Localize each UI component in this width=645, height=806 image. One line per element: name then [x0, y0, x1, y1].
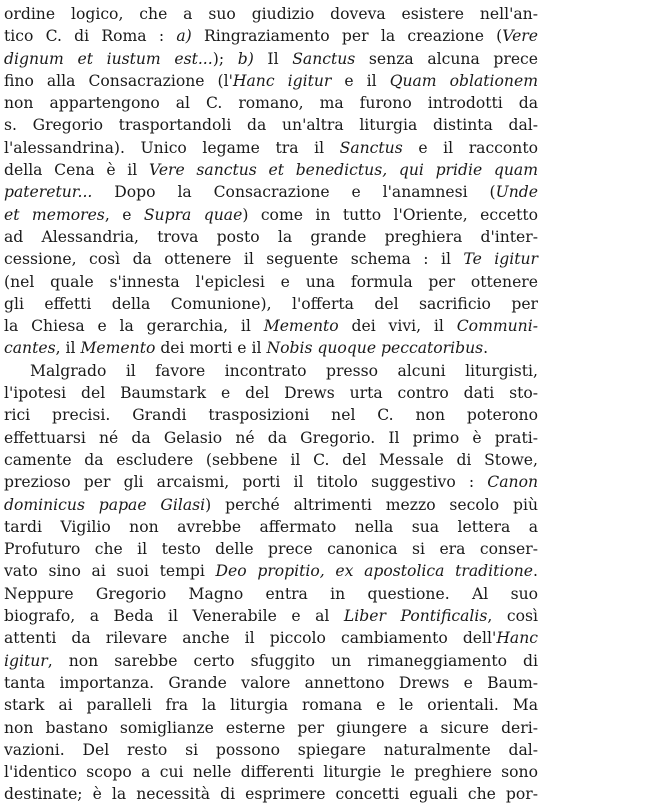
text-segment: non appartengono al C. romano, ma furono introdotti da: [4, 94, 538, 113]
text-line: [4, 783, 538, 805]
text-segment: , e: [104, 205, 144, 224]
text-line: [4, 672, 538, 694]
text-segment: l'ipotesi del Baumstark e del Drews urta contro dati sto-: [4, 384, 538, 403]
document-page: [4, 3, 538, 806]
text-segment: l'identico scopo a cui nelle differenti liturgie le preghiere sono: [4, 763, 538, 782]
text-line: [4, 382, 538, 404]
text-line: [4, 315, 538, 337]
text-segment: fino alla Consacrazione (l': [4, 71, 233, 90]
text-line: [4, 560, 538, 582]
text-segment: dei morti e il: [155, 339, 267, 358]
italic-text: dominicus papae Gilasi: [4, 495, 206, 514]
text-segment: Profuturo che il testo delle prece canonica si era conser-: [4, 540, 538, 559]
italic-text: pateretur...: [4, 183, 93, 202]
text-line: [4, 583, 538, 605]
text-segment: prezioso per gli arcaismi, porti il titolo suggestivo :: [4, 473, 488, 492]
italic-text: Liber Pontificalis: [343, 607, 488, 626]
text-segment: .: [483, 339, 489, 358]
italic-text: Quam oblationem: [389, 71, 538, 90]
italic-text: cantes: [4, 339, 56, 358]
text-segment: tardi Vigilio non avrebbe affermato nella sua lettera a: [4, 517, 538, 536]
text-line: [4, 226, 538, 248]
italic-text: Vere sanctus et benedictus, qui pridie quam: [148, 161, 538, 180]
text-line: [4, 538, 538, 560]
text-line: [4, 739, 538, 761]
text-line: [4, 137, 538, 159]
text-segment: ) perché altrimenti mezzo secolo più: [205, 495, 539, 514]
text-segment: l'alessandrina). Unico legame tra il: [4, 138, 340, 157]
text-segment: (nel quale s'innesta l'epiclesi e una formula per ottenere: [4, 272, 538, 291]
text-segment: stark ai paralleli fra la liturgia romana e le orientali. Ma: [4, 696, 538, 715]
text-line: [4, 48, 538, 70]
text-line: [4, 494, 538, 516]
text-line: [4, 449, 538, 471]
text-line: [4, 471, 538, 493]
text-segment: non bastano somiglianze esterne per giungere a sicure deri-: [4, 718, 538, 737]
italic-text: Memento: [80, 339, 156, 358]
text-segment: la Chiesa e la gerarchia, il: [4, 317, 264, 336]
text-line: [4, 427, 538, 449]
paragraph: [4, 3, 538, 360]
text-segment: tico C. di Roma :: [4, 27, 177, 46]
text-line: [4, 627, 538, 649]
text-line: [4, 293, 538, 315]
text-segment: Ringraziamento per la creazione (: [191, 27, 503, 46]
text-segment: ad Alessandria, trova posto la grande preghiera d'inter-: [4, 227, 538, 246]
text-line: [4, 92, 538, 114]
text-segment: dei vivi, il: [338, 317, 457, 336]
text-line: [4, 404, 538, 426]
text-segment: .: [533, 562, 538, 581]
text-segment: ordine logico, che a suo giudizio doveva esistere nell'an-: [4, 5, 538, 23]
text-line: [4, 25, 538, 47]
italic-text: Nobis quoque peccatoribus: [266, 339, 484, 358]
text-segment: s. Gregorio trasportandoli da un'altra liturgia distinta dal-: [4, 116, 538, 135]
italic-text: b): [237, 49, 254, 68]
text-line: [4, 3, 538, 25]
text-segment: Dopo la Consacrazione e l'anamnesi (: [92, 183, 496, 202]
text-segment: rici precisi. Grandi trasposizioni nel C. non poterono: [4, 406, 538, 425]
italic-text: Memento: [263, 317, 339, 336]
italic-text: Deo propitio, ex apostolica traditione: [215, 562, 534, 581]
text-segment: Neppure Gregorio Magno entra in questione. Al suo: [4, 584, 538, 603]
text-segment: senza alcuna prece: [355, 49, 539, 68]
italic-text: Communi-: [456, 317, 538, 336]
text-line: [4, 360, 538, 382]
text-line: [4, 337, 538, 359]
text-line: [4, 761, 538, 783]
text-segment: della Cena è il: [4, 161, 149, 180]
text-line: [4, 248, 538, 270]
text-line: [4, 114, 538, 136]
italic-text: Supra quae: [143, 205, 243, 224]
italic-text: Hanc: [496, 629, 538, 648]
text-segment: , così: [487, 607, 539, 626]
text-segment: , non sarebbe certo sfuggito un rimaneggiamento di: [47, 651, 538, 670]
text-segment: Il: [253, 49, 293, 68]
italic-text: Vere: [502, 27, 538, 46]
text-line: [4, 605, 538, 627]
italic-text: Hanc igitur: [232, 71, 332, 90]
text-segment: destinate; è la necessità di esprimere concetti eguali che por-: [4, 785, 538, 804]
paragraph: [4, 360, 538, 806]
italic-text: Sanctus: [339, 138, 403, 157]
text-segment: camente da escludere (sebbene il C. del Messale di Stowe,: [4, 450, 538, 469]
text-segment: tanta importanza. Grande valore annettono Drews e Baum-: [4, 673, 538, 692]
text-segment: effettuarsi né da Gelasio né da Gregorio. Il primo è prati-: [4, 428, 538, 447]
text-segment: cessione, così da ottenere il seguente schema : il: [4, 250, 464, 269]
text-segment: Malgrado il favore incontrato presso alcuni liturgisti,: [30, 361, 538, 380]
text-segment: e il racconto: [402, 138, 538, 157]
text-segment: e il: [331, 71, 390, 90]
italic-text: dignum et iustum est...: [4, 49, 213, 68]
text-line: [4, 271, 538, 293]
text-segment: vato sino ai suoi tempi: [4, 562, 216, 581]
italic-text: et memores: [4, 205, 105, 224]
text-line: [4, 159, 538, 181]
text-segment: vazioni. Del resto si possono spiegare naturalmente dal-: [4, 740, 538, 759]
text-line: [4, 650, 538, 672]
text-line: [4, 204, 538, 226]
text-line: [4, 181, 538, 203]
text-segment: biografo, a Beda il Venerabile e al: [4, 607, 344, 626]
italic-text: Sanctus: [292, 49, 356, 68]
text-line: [4, 717, 538, 739]
italic-text: igitur: [4, 651, 48, 670]
italic-text: a): [176, 27, 192, 46]
text-line: [4, 694, 538, 716]
italic-text: Unde: [495, 183, 538, 202]
text-segment: attenti da rilevare anche il piccolo cambiamento dell': [4, 629, 497, 648]
italic-text: Te igitur: [463, 250, 538, 269]
text-line: [4, 516, 538, 538]
text-line: [4, 70, 538, 92]
italic-text: Canon: [487, 473, 538, 492]
text-segment: ) come in tutto l'Oriente, eccetto: [242, 205, 539, 224]
text-segment: );: [212, 49, 238, 68]
text-segment: , il: [55, 339, 81, 358]
text-segment: gli effetti della Comunione), l'offerta del sacrificio per: [4, 294, 538, 313]
